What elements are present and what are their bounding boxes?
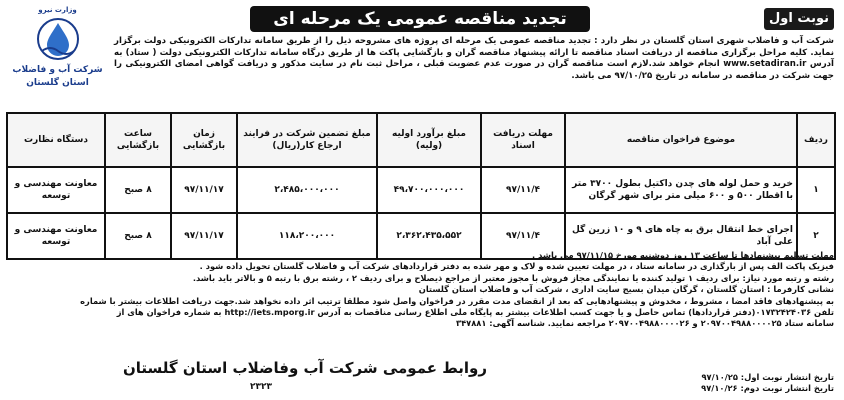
logo-company-line2: استان گلستان xyxy=(26,78,89,88)
cell-open-hour: ۸ صبح xyxy=(105,213,171,259)
col-header-open-date: زمان بازگشایی xyxy=(171,113,237,167)
cell-open-date: ۹۷/۱۱/۱۷ xyxy=(171,167,237,213)
table-row xyxy=(7,167,835,213)
col-header-row: ردیف xyxy=(797,113,835,167)
cell-deadline: ۹۷/۱۱/۴ xyxy=(481,167,565,213)
note-line: به پیشنهادهای فاقد امضا ، مشروط ، مخدوش و پیشنهادهایی که بعد از انقضای مدت مقرر در فراخوان واصل شود مطلقا ترتیب اثر داده نخواهد شد.جهت دریافت اطلاعات بیشتر با شماره xyxy=(80,295,834,306)
logo-company-line1: شرکت آب و فاضلاب xyxy=(12,65,103,75)
tender-table xyxy=(6,112,836,260)
page-title: تجدید مناقصه عمومی یک مرحله ای xyxy=(250,6,590,32)
col-header-guarantee: مبلغ تضمین شرکت در فرایند ارجاع کار(ریال) xyxy=(237,113,377,167)
cell-estimate: ۲،۳۶۲،۴۳۵،۵۵۲ xyxy=(377,213,481,259)
cell-topic: اجرای خط انتقال برق به چاه های ۹ و ۱۰ زرین گل علی آباد xyxy=(565,213,797,259)
cell-open-hour: ۸ صبح xyxy=(105,167,171,213)
cell-row: ۱ xyxy=(797,167,835,213)
note-line: تلفن ۰۱۷۳۲۴۲۴۰۳۶(دفتر قراردادها) تماس حاصل و یا جهت کسب اطلاعات بیشتر به پایگاه ملی اطلاع رسانی مناقصات به آدرس http://iets.mporg.ir به شماره فراخوان های از xyxy=(116,307,834,318)
intro-paragraph: شرکت آب و فاضلاب شهری استان گلستان در نظر دارد : تجدید مناقصه عمومی یک مرحله ای پروژه های مشروحه ذیل را از طریق سامانه تدارکات الکترونیکی دولت برگزار نماید. کلیه مراحل برگزاری مناقصه از دریافت اسناد مناقصه تا ارائه پیشنهاد مناقصه گران و بازگشایی پاکت ها از طریق درگاه سامانه تدارکات الکترونیکی دولت ( ستاد) به آدرس www.setadiran.ir انجام خواهد شد.لازم است مناقصه گران در صورت عدم عضویت قبلی ، مراحل ثبت نام در سایت مذکور و دریافت گواهی امضای الکترونیکی را جهت شرکت در مناقصه در سامانه در تاریخ ۹۷/۱۰/۲۵ می باشد. xyxy=(114,36,834,81)
note-line: رشته و رتبه مورد نیاز: برای ردیف ۱ تولید کننده یا نمایندگی مجاز فروش با مجوز معتبر از مراجع ذیصلاح و برای ردیف ۲ ، رشته برق با رتبه ۵ و بالاتر باید باشد. xyxy=(192,272,834,283)
col-header-supervisor: دستگاه نظارت xyxy=(7,113,105,167)
col-header-deadline: مهلت دریافت اسناد xyxy=(481,113,565,167)
col-header-topic: موضوع فراخوان مناقصه xyxy=(565,113,797,167)
cell-deadline: ۹۷/۱۱/۴ xyxy=(481,213,565,259)
cell-open-date: ۹۷/۱۱/۱۷ xyxy=(171,213,237,259)
publish-first-date: تاریخ انتشار نوبت اول: ۹۷/۱۰/۲۵ xyxy=(701,372,834,382)
cell-guarantee: ۱۱۸،۲۰۰،۰۰۰ xyxy=(237,213,377,259)
publish-dates xyxy=(701,372,834,394)
publish-second-date: تاریخ انتشار نوبت دوم: ۹۷/۱۰/۲۶ xyxy=(701,383,834,393)
cell-supervisor: معاونت مهندسی و توسعه xyxy=(7,167,105,213)
water-drop-icon xyxy=(30,17,86,63)
table-header-row xyxy=(7,113,835,167)
cell-row: ۲ xyxy=(797,213,835,259)
note-line: مهلت تسلیم پیشنهادها تا ساعت ۱۳ روز دوشنبه مورخ ۹۷/۱۱/۱۵ می باشد . xyxy=(532,250,834,260)
note-line: نشانی کارفرما : استان گلستان ، گرگان میدان بسیج سایت اداری ، شرکت آب و فاضلاب استان گلستان xyxy=(418,284,834,295)
company-logo xyxy=(10,6,105,106)
cell-estimate: ۴۹،۷۰۰،۰۰۰،۰۰۰ xyxy=(377,167,481,213)
cell-guarantee: ۲،۴۸۵،۰۰۰،۰۰۰ xyxy=(237,167,377,213)
footer-signature: روابط عمومی شرکت آب وفاضلاب استان گلستان xyxy=(122,359,488,377)
note-line: فیزیک پاکت الف پس از بارگذاری در سامانه ستاد ، در مهلت تعیین شده و لاک و مهر شده به دفتر قراردادهای شرکت آب و فاضلاب گلستان تحویل داده شود . xyxy=(199,261,834,272)
notice-code: ۲۳۲۳ xyxy=(250,382,272,392)
round-label: نوبت اول xyxy=(764,8,834,30)
cell-supervisor: معاونت مهندسی و توسعه xyxy=(7,213,105,259)
notes-section xyxy=(14,250,834,330)
cell-topic: خرید و حمل لوله های چدن داکتیل بطول ۳۷۰۰ متر با اقطار ۵۰۰ و ۶۰۰ میلی متر برای شهر گرگان xyxy=(565,167,797,213)
col-header-estimate: مبلغ برآورد اولیه (ولیه) xyxy=(377,113,481,167)
col-header-open-hour: ساعت بازگشایی xyxy=(105,113,171,167)
note-line: سامانه ستاد ۲۰۹۷۰۰۴۹۸۸۰۰۰۰۲۵ و ۲۰۹۷۰۰۴۹۸۸۰۰۰۰۲۶ مراجعه نمایید. شناسه آگهی: ۳۴۷۸۸۱ xyxy=(456,318,834,329)
logo-ministry: وزارت نیرو xyxy=(38,6,77,14)
